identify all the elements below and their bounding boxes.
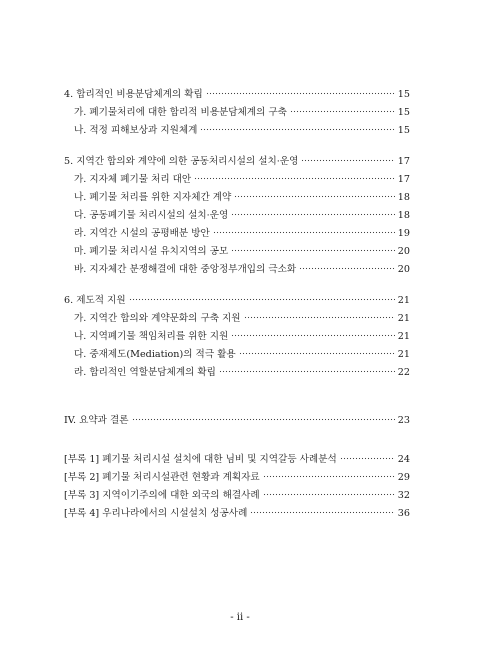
dot-leader xyxy=(132,411,395,421)
toc-entry-page: 20 xyxy=(397,246,410,257)
toc-entry-page: 29 xyxy=(397,472,410,483)
toc-entry-page: 20 xyxy=(397,264,410,275)
toc-entry-label: 바. 지자체간 분쟁해결에 대한 중앙정부개입의 극소화 xyxy=(74,264,297,275)
toc-entry-label: 나. 지역폐기물 책임처리를 위한 지원 xyxy=(74,331,229,342)
toc-entry-page: 18 xyxy=(397,192,410,203)
toc-entry-page: 19 xyxy=(397,228,410,239)
toc-entry-6-na xyxy=(64,328,410,346)
toc-entry-page: 23 xyxy=(397,415,410,426)
dot-leader xyxy=(239,345,395,355)
dot-leader xyxy=(340,450,395,460)
toc-entry-label: [부록 3] 지역이기주의에 대한 외국의 해결사례 xyxy=(64,490,260,501)
toc-entry-label: 마. 폐기물 처리시설 유치지역의 공모 xyxy=(74,246,229,257)
toc-entry-label: [부록 4] 우리나라에서의 시설설치 성공사례 xyxy=(64,508,248,519)
toc-entry-label: 5. 지역간 합의와 계약에 의한 공동처리시설의 설치·운영 xyxy=(64,156,299,167)
page-number: - ii - xyxy=(230,612,250,623)
dot-leader xyxy=(290,103,395,113)
toc-entry-page: 15 xyxy=(397,125,410,136)
toc-entry-page: 36 xyxy=(397,508,410,519)
toc-entry-page: 21 xyxy=(397,331,410,342)
toc-entry-label: 6. 제도적 지원 xyxy=(64,295,126,306)
toc-entry-page: 24 xyxy=(397,454,410,465)
dot-leader xyxy=(200,121,394,131)
toc-entry-label: 가. 폐기물처리에 대한 합리적 비용분담체계의 구축 xyxy=(74,107,287,118)
toc-entry-page: 15 xyxy=(397,89,410,100)
toc-entry-appendix-1 xyxy=(64,451,410,469)
toc-entry-section-5 xyxy=(64,153,410,171)
dot-leader xyxy=(206,85,395,95)
toc-entry-page: 17 xyxy=(397,174,410,185)
toc-entry-label: IV. 요약과 결론 xyxy=(64,415,129,426)
toc-entry-label: 다. 중재제도(Mediation)의 적극 활용 xyxy=(74,349,236,360)
toc-entry-5-ga xyxy=(64,171,410,189)
dot-leader xyxy=(231,327,395,337)
toc-entry-label: 다. 공동폐기물 처리시설의 설치·운영 xyxy=(74,210,229,221)
toc-entry-page: 15 xyxy=(397,107,410,118)
dot-leader xyxy=(231,242,395,252)
toc-entry-5-ba xyxy=(64,261,410,279)
toc-entry-page: 32 xyxy=(397,490,410,501)
toc-entry-4-na xyxy=(64,122,410,140)
dot-leader xyxy=(250,504,394,514)
toc-entry-page: 21 xyxy=(397,349,410,360)
dot-leader xyxy=(219,363,395,373)
toc-entry-appendix-3 xyxy=(64,487,410,505)
dot-leader xyxy=(301,152,394,162)
toc-entry-6-ra xyxy=(64,364,410,382)
toc-entry-label: 가. 지자체 폐기물 처리 대안 xyxy=(74,174,192,185)
toc-entry-chapter-iv xyxy=(64,412,410,430)
toc-entry-label: 나. 적정 피해보상과 지원체계 xyxy=(74,125,198,136)
toc-entry-section-4 xyxy=(64,86,410,104)
toc-entry-label: 가. 지역간 합의와 계약문화의 구축 지원 xyxy=(74,313,241,324)
dot-leader xyxy=(263,468,395,478)
toc-entry-5-da xyxy=(64,207,410,225)
toc-entry-label: 4. 합리적인 비용분담체계의 확립 xyxy=(64,89,203,100)
dot-leader xyxy=(194,170,395,180)
toc-entry-label: [부록 2] 폐기물 처리시설관련 현황과 계획자료 xyxy=(64,472,260,483)
toc-entry-page: 21 xyxy=(397,295,410,306)
dot-leader xyxy=(299,260,395,270)
dot-leader xyxy=(129,291,395,301)
dot-leader xyxy=(213,224,395,234)
dot-leader xyxy=(244,309,395,319)
toc-entry-4-ga xyxy=(64,104,410,122)
toc-entry-label: 라. 합리적인 역할분담체계의 확립 xyxy=(74,367,216,378)
toc-entry-5-ma xyxy=(64,243,410,261)
table-of-contents xyxy=(64,86,410,523)
toc-entry-section-6 xyxy=(64,292,410,310)
toc-entry-page: 18 xyxy=(397,210,410,221)
toc-entry-label: [부록 1] 폐기물 처리시설 설치에 대한 님비 및 지역갈등 사례분석 xyxy=(64,454,337,465)
dot-leader xyxy=(263,486,395,496)
toc-entry-5-na xyxy=(64,189,410,207)
dot-leader xyxy=(234,188,394,198)
toc-entry-5-ra xyxy=(64,225,410,243)
toc-entry-page: 17 xyxy=(397,156,410,167)
toc-entry-appendix-2 xyxy=(64,469,410,487)
toc-entry-page: 22 xyxy=(397,367,410,378)
toc-entry-page: 21 xyxy=(397,313,410,324)
toc-entry-label: 라. 지역간 시설의 공평배분 방안 xyxy=(74,228,210,239)
toc-entry-label: 나. 폐기물 처리를 위한 지자체간 계약 xyxy=(74,192,232,203)
dot-leader xyxy=(231,206,395,216)
toc-entry-6-ga xyxy=(64,310,410,328)
toc-entry-appendix-4 xyxy=(64,505,410,523)
toc-entry-6-da xyxy=(64,346,410,364)
